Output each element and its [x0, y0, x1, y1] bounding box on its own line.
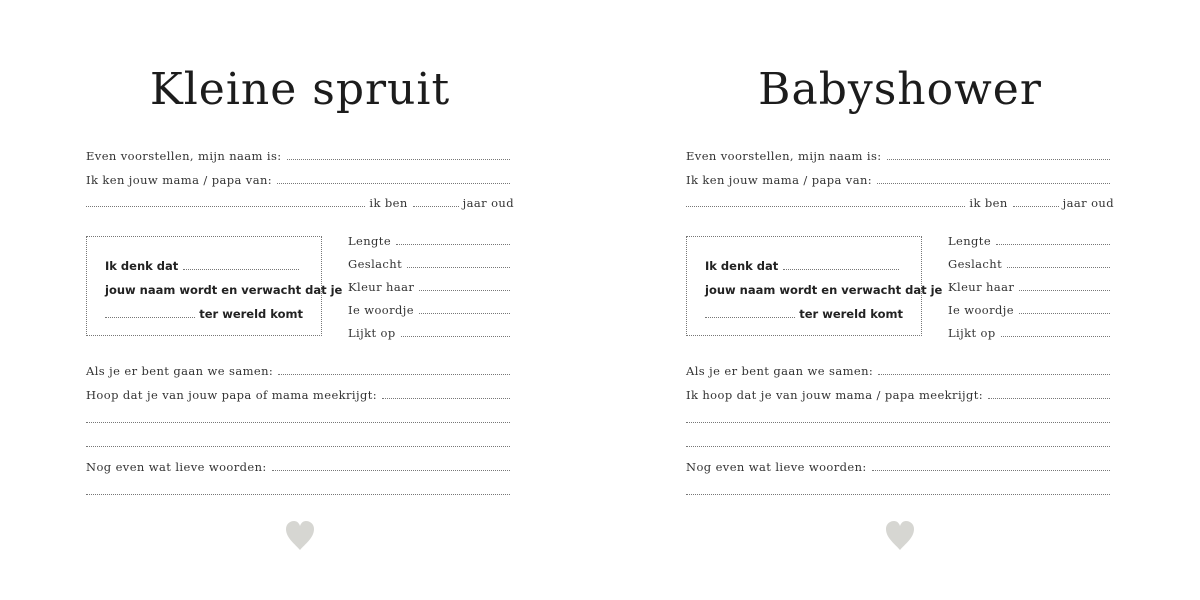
know-from-dotted-field[interactable]	[277, 183, 510, 184]
name-line[interactable]	[86, 147, 514, 163]
attr-lijkt-op[interactable]	[348, 324, 514, 340]
guess-box	[686, 236, 943, 336]
age-jaar-oud-label: jaar oud	[462, 196, 514, 210]
guess-date-dotted-field[interactable]	[705, 317, 795, 318]
age-line[interactable]	[686, 194, 1114, 210]
blank-dotted-field[interactable]	[686, 494, 1110, 495]
know-from-continued-field[interactable]	[86, 206, 365, 207]
name-line[interactable]	[686, 147, 1114, 163]
blank-dotted-field[interactable]	[86, 446, 510, 447]
sweet-words-label: Nog even wat lieve woorden:	[686, 460, 867, 474]
guess-line-1[interactable]	[705, 257, 903, 273]
together-label: Als je er bent gaan we samen:	[86, 364, 274, 378]
attr-label: Lengte	[348, 234, 392, 248]
attr-label: Geslacht	[948, 257, 1003, 271]
guess-line-1[interactable]	[105, 257, 303, 273]
attr-kleur-haar[interactable]	[348, 278, 514, 294]
attr-dotted-field[interactable]	[396, 244, 510, 245]
together-dotted-field[interactable]	[878, 374, 1110, 375]
attr-dotted-field[interactable]	[407, 267, 510, 268]
know-from-line[interactable]	[86, 171, 514, 187]
age-dotted-field[interactable]	[413, 206, 459, 207]
attr-label: Kleur haar	[948, 280, 1015, 294]
know-from-label: Ik ken jouw mama / papa van:	[686, 173, 873, 187]
attr-geslacht[interactable]	[348, 255, 514, 271]
attr-lengte[interactable]	[348, 232, 514, 248]
attr-label: Ie woordje	[348, 303, 414, 317]
name-dotted-field[interactable]	[287, 159, 510, 160]
name-dotted-field[interactable]	[887, 159, 1110, 160]
age-line[interactable]	[86, 194, 514, 210]
hope-label: Hoop dat je van jouw papa of mama meekrijgt:	[86, 388, 378, 402]
attr-geslacht[interactable]	[948, 255, 1114, 271]
know-from-dotted-field[interactable]	[877, 183, 1110, 184]
together-line[interactable]	[86, 362, 514, 378]
name-label: Even voorstellen, mijn naam is:	[86, 149, 282, 163]
attr-dotted-field[interactable]	[1001, 336, 1110, 337]
guess-line-2	[705, 281, 943, 297]
hope-dotted-field[interactable]	[988, 398, 1110, 399]
attr-lijkt-op[interactable]	[948, 324, 1114, 340]
attr-lengte[interactable]	[948, 232, 1114, 248]
attr-label: Lijkt op	[948, 326, 996, 340]
attr-dotted-field[interactable]	[419, 290, 510, 291]
hope-label: Ik hoop dat je van jouw mama / papa meekrijgt:	[686, 388, 984, 402]
attr-kleur-haar[interactable]	[948, 278, 1114, 294]
heart-icon	[285, 520, 315, 552]
sweet-words-line[interactable]	[86, 458, 514, 474]
know-from-line[interactable]	[686, 171, 1114, 187]
attr-label: Kleur haar	[348, 280, 415, 294]
attr-dotted-field[interactable]	[419, 313, 510, 314]
guess-line-1-label: Ik denk dat	[705, 259, 779, 273]
sweet-words-dotted-field[interactable]	[872, 470, 1110, 471]
age-jaar-oud-label: jaar oud	[1062, 196, 1114, 210]
blank-dotted-field[interactable]	[86, 422, 510, 423]
guess-line-2	[105, 281, 343, 297]
attr-label: Lengte	[948, 234, 992, 248]
attr-label: Lijkt op	[348, 326, 396, 340]
guess-line-2-label: jouw naam wordt en verwacht dat je	[705, 283, 943, 297]
guess-line-3[interactable]	[705, 305, 903, 321]
guess-line-3-label: ter wereld komt	[799, 307, 903, 321]
blank-line-2[interactable]	[686, 434, 1114, 450]
blank-dotted-field[interactable]	[686, 446, 1110, 447]
together-line[interactable]	[686, 362, 1114, 378]
attr-dotted-field[interactable]	[401, 336, 510, 337]
guess-line-3[interactable]	[105, 305, 303, 321]
sweet-words-line[interactable]	[686, 458, 1114, 474]
attr-dotted-field[interactable]	[1019, 313, 1110, 314]
guess-name-dotted-field[interactable]	[183, 269, 299, 270]
age-ik-ben-label: ik ben	[369, 196, 408, 210]
guess-line-2-label: jouw naam wordt en verwacht dat je	[105, 283, 343, 297]
age-dotted-field[interactable]	[1013, 206, 1059, 207]
sweet-words-label: Nog even wat lieve woorden:	[86, 460, 267, 474]
guess-line-1-label: Ik denk dat	[105, 259, 179, 273]
page-babyshower	[600, 0, 1200, 600]
hope-dotted-field[interactable]	[382, 398, 510, 399]
together-dotted-field[interactable]	[278, 374, 510, 375]
know-from-continued-field[interactable]	[686, 206, 965, 207]
attr-label: Ie woordje	[948, 303, 1014, 317]
heart-icon	[885, 520, 915, 552]
blank-line-1[interactable]	[686, 410, 1114, 426]
sweet-words-dotted-field[interactable]	[272, 470, 510, 471]
guess-name-dotted-field[interactable]	[783, 269, 899, 270]
name-label: Even voorstellen, mijn naam is:	[686, 149, 882, 163]
blank-dotted-field[interactable]	[86, 494, 510, 495]
attr-ie-woordje[interactable]	[348, 301, 514, 317]
guess-box	[86, 236, 343, 336]
attr-dotted-field[interactable]	[1019, 290, 1110, 291]
page-title: Babyshower	[758, 64, 1042, 115]
together-label: Als je er bent gaan we samen:	[686, 364, 874, 378]
blank-line-3[interactable]	[86, 482, 514, 498]
hope-line[interactable]	[86, 386, 514, 402]
attr-dotted-field[interactable]	[1007, 267, 1110, 268]
age-ik-ben-label: ik ben	[969, 196, 1008, 210]
blank-dotted-field[interactable]	[686, 422, 1110, 423]
guess-line-3-label: ter wereld komt	[199, 307, 303, 321]
attr-dotted-field[interactable]	[996, 244, 1110, 245]
know-from-label: Ik ken jouw mama / papa van:	[86, 173, 273, 187]
hope-line[interactable]	[686, 386, 1114, 402]
page-title: Kleine spruit	[149, 64, 451, 115]
attr-label: Geslacht	[348, 257, 403, 271]
attr-ie-woordje[interactable]	[948, 301, 1114, 317]
blank-line-1[interactable]	[86, 410, 514, 426]
blank-line-2[interactable]	[86, 434, 514, 450]
guess-date-dotted-field[interactable]	[105, 317, 195, 318]
blank-line-3[interactable]	[686, 482, 1114, 498]
